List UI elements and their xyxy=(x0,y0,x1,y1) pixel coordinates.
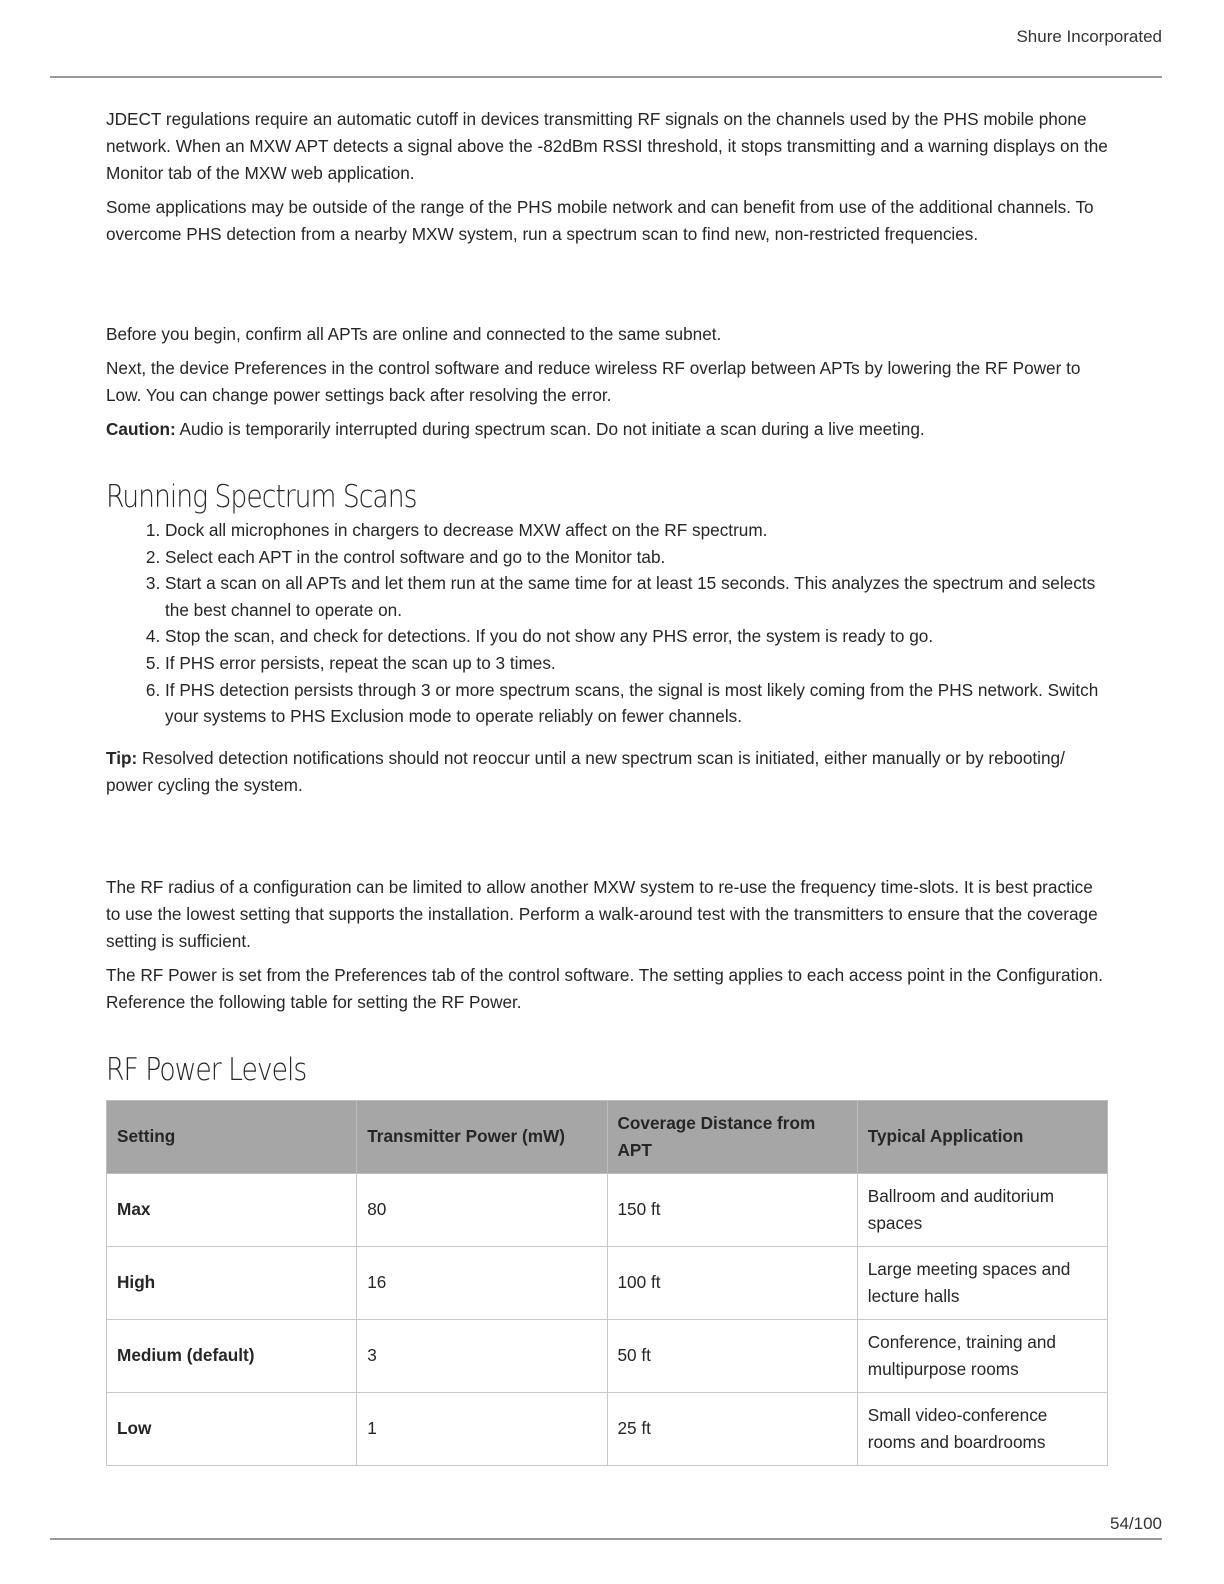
radius-paragraph-2: The RF Power is set from the Preferences tab of the control software. The setting applies to each access point in the Configuration. Reference the following table for setting the RF Power. xyxy=(106,964,1104,1012)
cell-power: 1 xyxy=(357,1392,607,1465)
cell-application: Small video-conference rooms and boardrooms xyxy=(857,1392,1107,1465)
table-row xyxy=(107,1246,1108,1319)
intro-paragraph-1: JDECT regulations require an automatic cutoff in devices transmitting RF signals on the channels used by the PHS mobile phone network. When an MXW APT detects a signal above the -82dBm RSSI threshold, it stops transmitting and a warning displays on the Monitor tab of the MXW web application. xyxy=(106,109,1108,183)
heading-running-spectrum-scans: Running Spectrum Scans xyxy=(106,479,417,515)
column-header-coverage-distance: Coverage Distance from APT xyxy=(607,1100,857,1173)
prep-paragraph-2: Next, the device Preferences in the control software and reduce wireless RF overlap between APTs by lowering the RF Power to Low. You can change power settings back after resolving the error. xyxy=(106,358,1081,405)
column-header-transmitter-power: Transmitter Power (mW) xyxy=(357,1100,607,1173)
cell-power: 80 xyxy=(357,1173,607,1246)
scan-step: 4. Stop the scan, and check for detections. If you do not show any PHS error, the system is ready to go. xyxy=(165,623,1108,650)
tip-label: Tip: xyxy=(106,747,138,768)
intro-paragraph-2: Some applications may be outside of the range of the PHS mobile network and can benefit from use of the additional channels. To overcome PHS detection from a nearby MXW system, run a spectrum scan to find new, non-restricted frequencies. xyxy=(106,197,1094,244)
cell-setting: Low xyxy=(107,1392,357,1465)
radius-paragraph-1: The RF radius of a configuration can be limited to allow another MXW system to re-use the frequency time-slots. It is best practice to use the lowest setting that supports the installation. Perform a walk-around test with the transmitters to ensure that the coverage setting is sufficient. xyxy=(106,876,1098,951)
page-content xyxy=(106,106,1108,1466)
cell-application: Ballroom and auditorium spaces xyxy=(857,1173,1107,1246)
tip-text: Resolved detection notifications should not reoccur until a new spectrum scan is initiated, either manually or by rebooting/ power cycling the system. xyxy=(106,747,1065,795)
caution-text: Audio is temporarily interrupted during spectrum scan. Do not initiate a scan during a live meeting. xyxy=(175,419,925,439)
cell-distance: 50 ft xyxy=(607,1319,857,1392)
footer-divider xyxy=(50,1538,1162,1540)
scan-step: 6. If PHS detection persists through 3 or more spectrum scans, the signal is most likely coming from the PHS network. Switch your systems to PHS Exclusion mode to operate reliably on fewer channels. xyxy=(165,677,1108,730)
section-gap xyxy=(106,255,1108,321)
page-number: 54/100 xyxy=(1110,1514,1162,1533)
cell-power: 16 xyxy=(357,1246,607,1319)
table-row xyxy=(107,1319,1108,1392)
scan-steps-list xyxy=(106,517,1108,730)
header-company: Shure Incorporated xyxy=(1016,27,1162,46)
table-row xyxy=(107,1173,1108,1246)
cell-setting: High xyxy=(107,1246,357,1319)
heading-rf-power-levels: RF Power Levels xyxy=(106,1051,307,1088)
scan-step: 1. Dock all microphones in chargers to decrease MXW affect on the RF spectrum. xyxy=(165,517,1108,544)
column-header-typical-application: Typical Application xyxy=(857,1100,1107,1173)
scan-step: 5. If PHS error persists, repeat the scan up to 3 times. xyxy=(165,650,1108,677)
tip-note xyxy=(106,745,1108,799)
table-header-row xyxy=(107,1100,1108,1173)
cell-setting: Max xyxy=(107,1173,357,1246)
rf-power-table xyxy=(106,1100,1108,1466)
cell-power: 3 xyxy=(357,1319,607,1392)
section-gap xyxy=(106,806,1108,874)
prep-paragraph-1: Before you begin, confirm all APTs are online and connected to the same subnet. xyxy=(106,324,722,344)
scan-step: 3. Start a scan on all APTs and let them run at the same time for at least 15 seconds. This analyzes the spectrum and selects the best channel to operate on. xyxy=(165,570,1108,623)
scan-step: 2. Select each APT in the control software and go to the Monitor tab. xyxy=(165,544,1108,571)
cell-application: Conference, training and multipurpose rooms xyxy=(857,1319,1107,1392)
column-header-setting: Setting xyxy=(107,1100,357,1173)
cell-distance: 100 ft xyxy=(607,1246,857,1319)
cell-distance: 150 ft xyxy=(607,1173,857,1246)
table-row xyxy=(107,1392,1108,1465)
caution-note xyxy=(106,416,1108,443)
header-divider xyxy=(50,76,1162,78)
cell-distance: 25 ft xyxy=(607,1392,857,1465)
cell-setting: Medium (default) xyxy=(107,1319,357,1392)
cell-application: Large meeting spaces and lecture halls xyxy=(857,1246,1107,1319)
caution-label: Caution: xyxy=(106,419,176,439)
